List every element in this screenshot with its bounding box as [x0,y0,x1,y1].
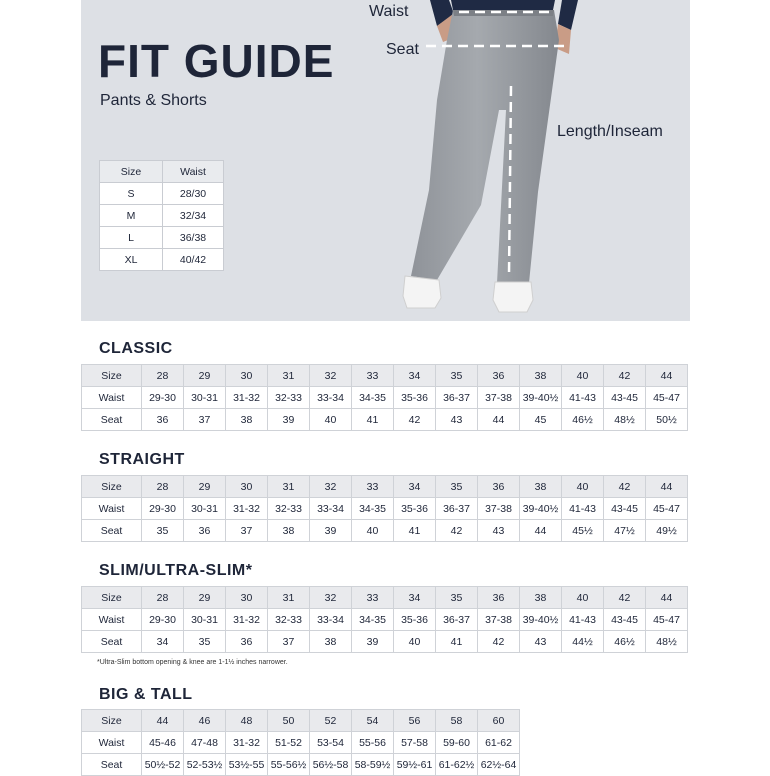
table-cell: 46 [184,710,226,732]
table-cell: 34 [394,476,436,498]
table-header-cell: Size [100,161,163,183]
table-cell: 28 [142,587,184,609]
table-cell: 28/30 [163,183,224,205]
table-cell: 33-34 [310,387,352,409]
table-cell: 61-62 [478,732,520,754]
table-cell: 56 [394,710,436,732]
big-tall-table [81,709,520,776]
table-cell: 38 [520,587,562,609]
table-cell: 29 [184,587,226,609]
table-cell: 43 [478,520,520,542]
table-cell: 42 [604,365,646,387]
big-tall-title: BIG & TALL [99,686,193,703]
table-cell: 33 [352,587,394,609]
length-inseam-callout: Length/Inseam [557,123,663,140]
table-cell: 32-33 [268,498,310,520]
table-cell: 43 [520,631,562,653]
table-cell: 44 [646,365,688,387]
table-cell: 40 [562,587,604,609]
row-label-cell: Size [82,476,142,498]
table-cell: 45-47 [646,609,688,631]
table-cell: 37 [268,631,310,653]
table-cell: 31 [268,587,310,609]
table-cell: M [100,205,163,227]
table-cell: 32-33 [268,609,310,631]
table-cell: 58-59½ [352,754,394,776]
table-cell: 28 [142,476,184,498]
table-cell: 30-31 [184,609,226,631]
table-cell: 41-43 [562,387,604,409]
table-cell: 39 [352,631,394,653]
table-cell: 39-40½ [520,498,562,520]
row-label-cell: Seat [82,409,142,431]
table-cell: 38 [520,365,562,387]
table-cell: 34 [394,587,436,609]
table-cell: 58 [436,710,478,732]
table-cell: 42 [478,631,520,653]
table-cell: 34 [142,631,184,653]
waist-row [82,732,520,754]
table-cell: 37-38 [478,609,520,631]
table-cell: 38 [268,520,310,542]
table-cell: 39-40½ [520,609,562,631]
table-cell: 43-45 [604,498,646,520]
table-cell: 35 [436,587,478,609]
table-cell: 36 [184,520,226,542]
table-cell: 36/38 [163,227,224,249]
table-cell: 33 [352,365,394,387]
table-cell: 62½-64 [478,754,520,776]
table-cell: 30-31 [184,387,226,409]
table-cell: 45 [520,409,562,431]
table-cell: 36 [478,365,520,387]
ultra-slim-note: *Ultra-Slim bottom opening & knee are 1-1½ inches narrower. [97,659,288,666]
straight-table [81,475,688,542]
table-cell: 36 [478,476,520,498]
table-cell: 50½-52 [142,754,184,776]
table-cell: 41-43 [562,609,604,631]
table-cell: 30 [226,476,268,498]
table-cell: 31-32 [226,387,268,409]
table-cell: 35-36 [394,387,436,409]
table-cell: 29-30 [142,609,184,631]
table-cell: 53-54 [310,732,352,754]
table-cell: 33-34 [310,609,352,631]
table-cell: 29-30 [142,387,184,409]
table-cell: 36 [142,409,184,431]
table-cell: 45-46 [142,732,184,754]
table-cell: 45½ [562,520,604,542]
table-cell: 34-35 [352,498,394,520]
table-cell: 37-38 [478,387,520,409]
table-cell: 40/42 [163,249,224,271]
table-cell: 31-32 [226,609,268,631]
seat-row [82,409,688,431]
table-cell: 40 [562,476,604,498]
table-cell: 54 [352,710,394,732]
waist-row [82,498,688,520]
seat-row [82,631,688,653]
table-cell: 41 [394,520,436,542]
table-cell: 42 [394,409,436,431]
table-cell: 57-58 [394,732,436,754]
table-cell: 48 [226,710,268,732]
table-cell: 46½ [562,409,604,431]
table-header-row [82,710,520,732]
table-cell: 45-47 [646,498,688,520]
classic-title: CLASSIC [99,340,173,357]
waist-row [82,609,688,631]
table-cell: S [100,183,163,205]
table-cell: L [100,227,163,249]
table-cell: 51-52 [268,732,310,754]
table-cell: 39 [310,520,352,542]
table-cell: 33-34 [310,498,352,520]
table-cell: 28 [142,365,184,387]
table-cell: 30-31 [184,498,226,520]
table-cell: 35 [436,476,478,498]
table-cell: 44 [142,710,184,732]
table-cell: 37 [226,520,268,542]
table-cell: 55-56½ [268,754,310,776]
table-cell: 41 [436,631,478,653]
table-cell: 36 [478,587,520,609]
row-label-cell: Waist [82,609,142,631]
seat-row [82,754,520,776]
table-cell: 37-38 [478,498,520,520]
table-cell: 36 [226,631,268,653]
table-cell: 41 [352,409,394,431]
table-cell: 50½ [646,409,688,431]
table-cell: 43 [436,409,478,431]
table-cell: 40 [310,409,352,431]
table-cell: 47½ [604,520,646,542]
table-cell: 44½ [562,631,604,653]
table-cell: 38 [520,476,562,498]
row-label-cell: Size [82,365,142,387]
seat-row [82,520,688,542]
table-cell: 35-36 [394,609,436,631]
table-cell: 37 [184,409,226,431]
table-cell: 46½ [604,631,646,653]
table-cell: 40 [352,520,394,542]
table-cell: 53½-55 [226,754,268,776]
slim-title: SLIM/ULTRA-SLIM* [99,562,253,579]
table-cell: 39-40½ [520,387,562,409]
table-cell: 42 [604,587,646,609]
table-cell: 36-37 [436,609,478,631]
table-header-row [82,476,688,498]
table-cell: 59-60 [436,732,478,754]
table-cell: 61-62½ [436,754,478,776]
table-cell: 29 [184,365,226,387]
table-cell: 44 [646,476,688,498]
row-label-cell: Seat [82,520,142,542]
seat-callout: Seat [386,41,419,58]
table-cell: 32 [310,365,352,387]
hero-panel [81,0,690,321]
table-cell: 40 [562,365,604,387]
table-cell: 47-48 [184,732,226,754]
table-cell: 31 [268,476,310,498]
waist-row [82,387,688,409]
table-cell: 34 [394,365,436,387]
table-cell: 44 [478,409,520,431]
table-cell: 34-35 [352,387,394,409]
row-label-cell: Seat [82,631,142,653]
table-cell: 59½-61 [394,754,436,776]
table-cell: 39 [268,409,310,431]
table-cell: 45-47 [646,387,688,409]
table-cell: 55-56 [352,732,394,754]
page-title: FIT GUIDE [98,35,335,87]
table-cell: 56½-58 [310,754,352,776]
page-subtitle: Pants & Shorts [100,92,207,109]
straight-title: STRAIGHT [99,451,185,468]
table-cell: 31 [268,365,310,387]
table-cell: 35 [142,520,184,542]
table-cell: 34-35 [352,609,394,631]
table-cell: 44 [646,587,688,609]
table-cell: 43-45 [604,387,646,409]
row-label-cell: Size [82,587,142,609]
table-header-cell: Waist [163,161,224,183]
row-label-cell: Size [82,710,142,732]
table-cell: 35-36 [394,498,436,520]
table-cell: 32 [310,587,352,609]
table-cell: 32-33 [268,387,310,409]
table-cell: 32 [310,476,352,498]
table-cell: 36-37 [436,387,478,409]
table-cell: 30 [226,365,268,387]
table-cell: 29 [184,476,226,498]
table-cell: 31-32 [226,498,268,520]
table-cell: 42 [604,476,646,498]
table-cell: 33 [352,476,394,498]
table-cell: 38 [310,631,352,653]
table-cell: 52-53½ [184,754,226,776]
table-cell: 60 [478,710,520,732]
table-cell: 43-45 [604,609,646,631]
row-label-cell: Waist [82,387,142,409]
row-label-cell: Seat [82,754,142,776]
table-cell: 35 [436,365,478,387]
classic-table [81,364,688,431]
slim-table [81,586,688,653]
row-label-cell: Waist [82,498,142,520]
table-cell: 29-30 [142,498,184,520]
table-cell: 35 [184,631,226,653]
table-cell: 42 [436,520,478,542]
table-cell: 31-32 [226,732,268,754]
table-cell: 50 [268,710,310,732]
waist-callout: Waist [369,3,409,20]
table-cell: 36-37 [436,498,478,520]
table-header-row [82,365,688,387]
table-cell: 38 [226,409,268,431]
table-cell: 41-43 [562,498,604,520]
table-cell: 32/34 [163,205,224,227]
table-cell: 49½ [646,520,688,542]
table-cell: 48½ [646,631,688,653]
table-cell: 40 [394,631,436,653]
table-cell: 52 [310,710,352,732]
table-cell: 30 [226,587,268,609]
table-header-row [82,587,688,609]
row-label-cell: Waist [82,732,142,754]
table-cell: 44 [520,520,562,542]
table-cell: 48½ [604,409,646,431]
table-cell: XL [100,249,163,271]
